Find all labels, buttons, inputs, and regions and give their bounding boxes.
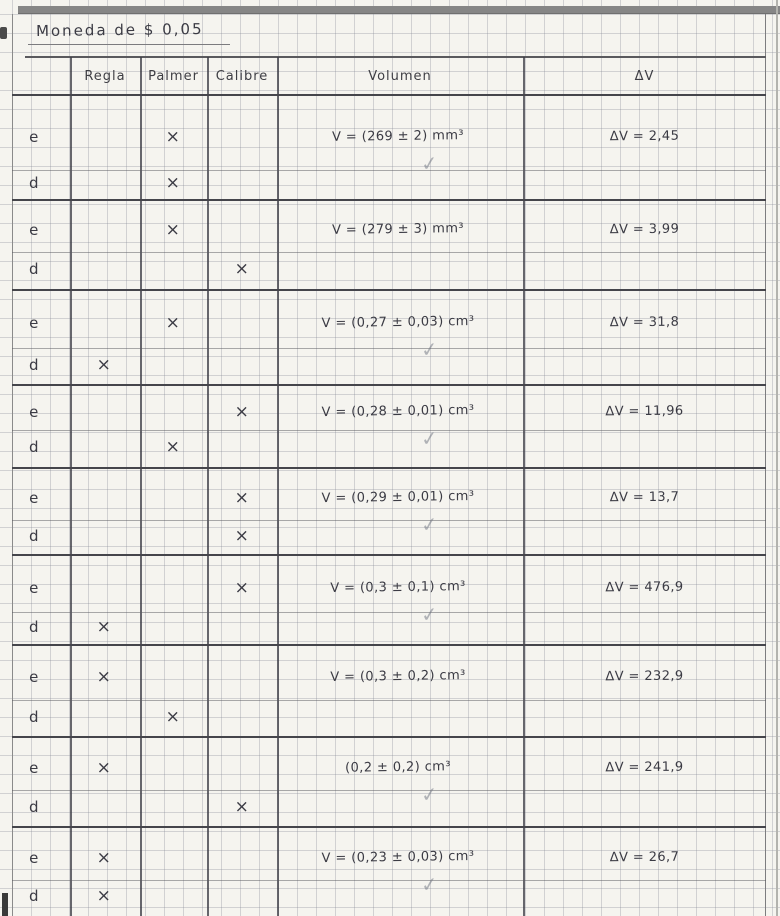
column-header-palmer: Palmer: [148, 68, 199, 84]
delta-v-value: ΔV = 3,99: [609, 221, 679, 238]
delta-v-value: ΔV = 2,45: [609, 128, 679, 144]
group-border-line: [12, 467, 766, 469]
x-mark-d-calibre: ×: [234, 259, 250, 279]
check-mark: ✓: [419, 601, 439, 627]
delta-v-value: ΔV = 11,96: [604, 403, 684, 419]
row-divider-line: [12, 170, 766, 171]
x-mark-e-calibre: ×: [234, 401, 250, 422]
x-mark-e-palmer: ×: [165, 313, 181, 333]
x-mark-e-calibre: ×: [234, 488, 250, 508]
group-border-line: [12, 826, 766, 828]
check-mark: ✓: [419, 781, 439, 807]
x-mark-d-calibre: ×: [234, 796, 250, 817]
check-mark: ✓: [419, 511, 439, 538]
x-mark-d-palmer: ×: [165, 706, 181, 727]
group-border-line: [12, 289, 766, 291]
row-label-e: e: [29, 314, 39, 332]
table-column-line: [207, 57, 209, 916]
row-label-e: e: [29, 848, 39, 867]
group-border-line: [12, 554, 766, 556]
x-mark-d-regla: ×: [96, 616, 112, 637]
check-mark: ✓: [419, 150, 439, 176]
row-divider-line: [12, 252, 766, 253]
delta-v-value: ΔV = 241,9: [604, 759, 684, 775]
x-mark-d-regla: ×: [96, 886, 112, 906]
volumen-value: V = (0,28 ± 0,01) cm³: [321, 402, 475, 420]
table-column-line: [523, 57, 525, 916]
x-mark-d-palmer: ×: [165, 437, 181, 457]
row-label-d: d: [28, 355, 40, 374]
group-border-line: [12, 199, 766, 201]
delta-v-value: ΔV = 31,8: [609, 314, 679, 331]
group-border-line: [12, 736, 766, 738]
row-label-e: e: [29, 127, 39, 146]
column-header-delta-v: ΔV: [634, 68, 655, 84]
row-label-e: e: [29, 221, 39, 239]
row-divider-line: [12, 348, 766, 349]
volumen-value: V = (0,29 ± 0,01) cm³: [321, 488, 475, 507]
delta-v-value: ΔV = 26,7: [609, 849, 679, 865]
x-mark-e-regla: ×: [96, 757, 112, 778]
x-mark-e-palmer: ×: [165, 126, 181, 147]
page-title: Moneda de $ 0,05: [35, 19, 204, 41]
column-header-volumen: Volumen: [368, 68, 432, 84]
row-label-d: d: [28, 887, 40, 905]
column-header-calibre: Calibre: [215, 68, 269, 84]
volumen-value: V = (269 ± 2) mm³: [331, 127, 465, 145]
row-label-d: d: [28, 260, 40, 278]
volumen-value: V = (0,23 ± 0,03) cm³: [321, 848, 475, 866]
row-divider-line: [12, 700, 766, 701]
x-mark-d-palmer: ×: [165, 173, 181, 193]
row-label-e: e: [29, 667, 39, 686]
volumen-value: (0,2 ± 0,2) cm³: [344, 758, 451, 776]
row-label-e: e: [29, 578, 39, 597]
x-mark-e-palmer: ×: [165, 220, 181, 240]
row-divider-line: [12, 520, 766, 521]
x-mark-e-regla: ×: [96, 847, 112, 868]
check-mark: ✓: [419, 871, 439, 897]
row-label-d: d: [28, 526, 40, 545]
volumen-value: V = (279 ± 3) mm³: [331, 221, 465, 238]
table-column-line: [277, 57, 279, 916]
group-border-line: [12, 644, 766, 646]
row-divider-line: [12, 880, 766, 881]
table-header-border: [12, 94, 766, 96]
row-label-d: d: [28, 707, 40, 726]
row-label-d: d: [28, 174, 40, 192]
row-label-d: d: [28, 438, 40, 456]
x-mark-d-regla: ×: [96, 354, 112, 375]
row-label-e: e: [29, 402, 39, 421]
x-mark-e-regla: ×: [96, 666, 112, 687]
row-divider-line: [12, 612, 766, 613]
row-label-d: d: [28, 797, 40, 816]
column-header-regla: Regla: [84, 68, 126, 84]
check-mark: ✓: [419, 336, 439, 363]
row-label-e: e: [29, 758, 39, 777]
delta-v-value: ΔV = 13,7: [609, 489, 679, 506]
x-mark-d-calibre: ×: [234, 525, 250, 546]
x-mark-e-calibre: ×: [234, 577, 250, 598]
delta-v-value: ΔV = 476,9: [604, 579, 684, 595]
row-divider-line: [12, 790, 766, 791]
row-divider-line: [12, 430, 766, 431]
group-border-line: [12, 384, 766, 386]
table-column-line: [140, 57, 142, 916]
table-column-line: [70, 57, 72, 916]
row-label-d: d: [28, 617, 40, 636]
check-mark: ✓: [419, 425, 439, 451]
volumen-value: V = (0,27 ± 0,03) cm³: [321, 313, 475, 332]
row-label-e: e: [29, 489, 39, 507]
volumen-value: V = (0,3 ± 0,2) cm³: [330, 667, 466, 685]
delta-v-value: ΔV = 232,9: [604, 668, 684, 684]
volumen-value: V = (0,3 ± 0,1) cm³: [330, 578, 466, 596]
